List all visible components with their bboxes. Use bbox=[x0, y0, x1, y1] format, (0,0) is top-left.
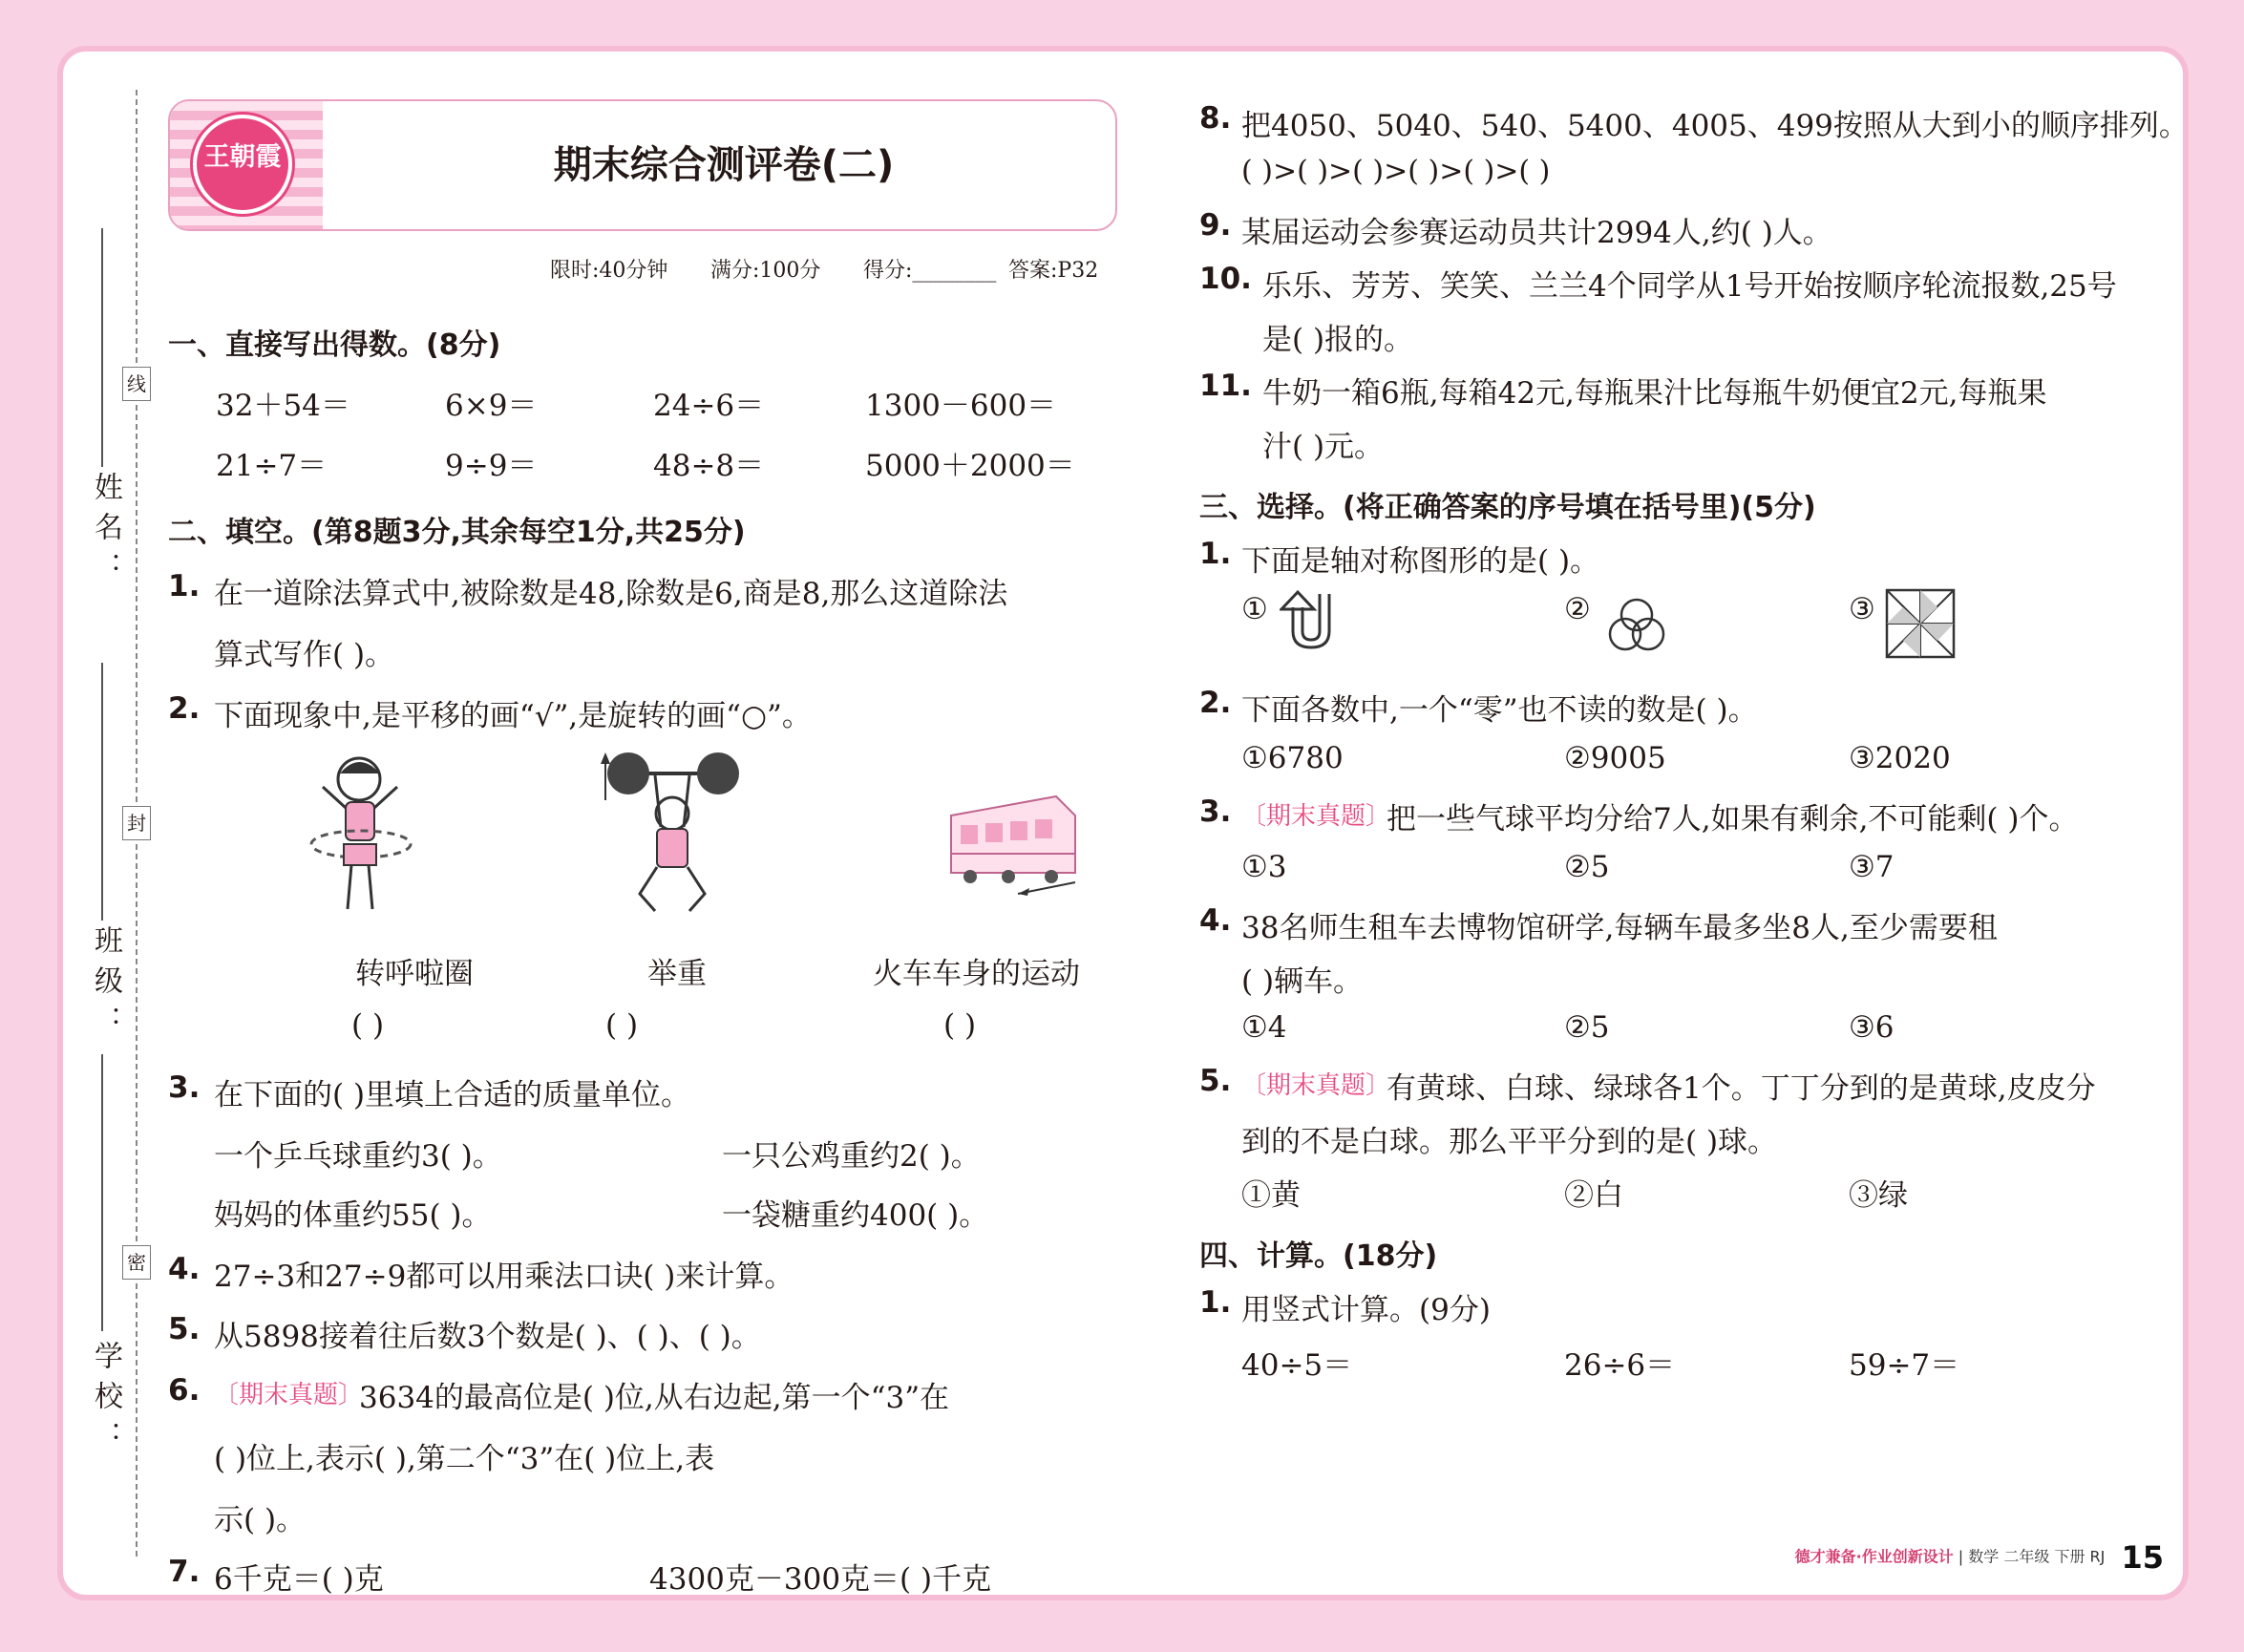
page-title: 期末综合测评卷(二) bbox=[553, 143, 895, 187]
question-number: 10. bbox=[1199, 262, 1252, 296]
q8-text: 把4050、5040、540、5400、4005、499按照从大到小的顺序排列。 bbox=[1241, 109, 2189, 143]
q3-item: 一个乒乓球重约3( )。 bbox=[214, 1139, 502, 1174]
publisher-logo bbox=[193, 115, 292, 214]
exam-tag: 〔期末真题〕 bbox=[1241, 1071, 1391, 1100]
question-number: 4. bbox=[1199, 903, 1232, 938]
hula-hoop-girl-image bbox=[302, 749, 426, 925]
option-label: ②9005 bbox=[1564, 741, 1666, 775]
binding-mark-dense: 密 bbox=[122, 1245, 151, 1280]
s3-q4-text-cont: ( )辆车。 bbox=[1241, 964, 1364, 999]
q3-item: 一只公鸡重约2( )。 bbox=[722, 1139, 981, 1174]
answer-blank[interactable]: ( ) bbox=[605, 1008, 639, 1043]
answer-ref: 答案:P32 bbox=[1008, 259, 1099, 283]
time-limit: 限时:40分钟 bbox=[550, 259, 668, 283]
s4-q1-text: 用竖式计算。(9分) bbox=[1241, 1293, 1491, 1327]
calc-item: 9÷9＝ bbox=[445, 449, 538, 483]
q11-text: 牛奶一箱6瓶,每箱42元,每瓶果汁比每瓶牛奶便宜2元,每瓶果 bbox=[1262, 376, 2047, 411]
option-label: ②白 bbox=[1564, 1178, 1623, 1213]
question-number: 5. bbox=[168, 1312, 201, 1346]
option-label: ②5 bbox=[1564, 1010, 1610, 1045]
arrow-shape-icon bbox=[1280, 588, 1346, 655]
question-number: 3. bbox=[168, 1070, 201, 1105]
name-blank[interactable] bbox=[101, 228, 103, 467]
calc-item: 48÷8＝ bbox=[653, 449, 765, 483]
exam-tag: 〔期末真题〕 bbox=[214, 1381, 364, 1409]
answer-blank[interactable]: ( ) bbox=[351, 1008, 385, 1043]
exam-sheet bbox=[57, 46, 2189, 1600]
question-number: 11. bbox=[1199, 369, 1252, 403]
q6-text-cont: ( )位上,表示( ),第二个“3”在( )位上,表 bbox=[214, 1442, 715, 1476]
q7-item: 4300克－300克＝( )千克 bbox=[649, 1562, 992, 1597]
section1-heading: 一、直接写出得数。(8分) bbox=[168, 328, 501, 362]
q7-item: 6千克＝( )克 bbox=[214, 1562, 384, 1597]
calc-item: 21÷7＝ bbox=[216, 449, 328, 483]
train-image bbox=[942, 787, 1085, 901]
option-label: ③7 bbox=[1849, 850, 1895, 884]
s3-q5-text: 有黄球、白球、绿球各1个。丁丁分到的是黄球,皮皮分 bbox=[1387, 1071, 2096, 1106]
option-label: ② bbox=[1564, 592, 1591, 626]
pinwheel-shape-icon bbox=[1885, 588, 1956, 659]
weightlifter-image bbox=[598, 741, 741, 922]
calc-item: 6×9＝ bbox=[445, 389, 538, 423]
option-label: ① bbox=[1241, 592, 1268, 626]
trefoil-shape-icon bbox=[1600, 588, 1673, 661]
school-blank[interactable] bbox=[101, 1054, 103, 1331]
exam-tag: 〔期末真题〕 bbox=[1241, 802, 1391, 831]
answer-blank[interactable]: ( ) bbox=[943, 1008, 977, 1043]
question-number: 8. bbox=[1199, 101, 1232, 136]
q6-text: 3634的最高位是( )位,从右边起,第一个“3”在 bbox=[359, 1381, 950, 1415]
option-label: ③6 bbox=[1849, 1010, 1895, 1045]
calc-item: 5000＋2000＝ bbox=[865, 449, 1075, 483]
q2-item-label: 转呼啦圈 bbox=[355, 957, 474, 991]
calc-item: 59÷7＝ bbox=[1849, 1348, 1960, 1383]
option-label: ①黄 bbox=[1241, 1178, 1301, 1213]
binding-mark-seal: 封 bbox=[122, 806, 151, 840]
q2-text: 下面现象中,是平移的画“√”,是旋转的画“○”。 bbox=[214, 699, 812, 733]
calc-item: 40÷5＝ bbox=[1241, 1348, 1353, 1383]
class-blank[interactable] bbox=[101, 663, 103, 921]
q11-text-cont: 汁( )元。 bbox=[1262, 430, 1385, 464]
s3-q4-text: 38名师生租车去博物馆研学,每辆车最多坐8人,至少需要租 bbox=[1241, 911, 1998, 945]
q4-text: 27÷3和27÷9都可以用乘法口诀( )来计算。 bbox=[214, 1260, 794, 1294]
question-number: 2. bbox=[1199, 686, 1232, 720]
calc-item: 1300－600＝ bbox=[865, 389, 1057, 423]
q3-text: 在下面的( )里填上合适的质量单位。 bbox=[214, 1078, 691, 1112]
section3-heading: 三、选择。(将正确答案的序号填在括号里)(5分) bbox=[1199, 491, 1816, 524]
q3-item: 妈妈的体重约55( )。 bbox=[214, 1198, 492, 1233]
section4-heading: 四、计算。(18分) bbox=[1199, 1239, 1438, 1273]
class-label: 班级： bbox=[89, 925, 122, 1046]
section2-heading: 二、填空。(第8题3分,其余每空1分,共25分) bbox=[168, 516, 746, 549]
q8-blanks[interactable]: ( )>( )>( )>( )>( )>( ) bbox=[1241, 155, 1551, 188]
q10-text: 乐乐、芳芳、笑笑、兰兰4个同学从1号开始按顺序轮流报数,25号 bbox=[1262, 269, 2117, 304]
s3-q3-text: 把一些气球平均分给7人,如果有剩余,不可能剩( )个。 bbox=[1387, 802, 2079, 837]
option-label: ①4 bbox=[1241, 1010, 1287, 1045]
binding-mark-line: 线 bbox=[122, 367, 151, 401]
question-number: 1. bbox=[1199, 537, 1232, 571]
q5-text: 从5898接着往后数3个数是( )、( )、( )。 bbox=[214, 1320, 761, 1354]
q2-item-label: 火车车身的运动 bbox=[873, 957, 1080, 991]
question-number: 1. bbox=[1199, 1285, 1232, 1320]
title-box bbox=[168, 99, 1117, 231]
page-number: 15 bbox=[2121, 1539, 2164, 1576]
calc-item: 26÷6＝ bbox=[1564, 1348, 1676, 1383]
calc-item: 32＋54＝ bbox=[216, 389, 350, 423]
exam-meta bbox=[168, 254, 1113, 283]
name-label: 姓名： bbox=[89, 472, 122, 592]
q9-text: 某届运动会参赛运动员共计2994人,约( )人。 bbox=[1241, 216, 1832, 250]
q1-text-cont: 算式写作( )。 bbox=[214, 638, 395, 672]
q3-item: 一袋糖重约400( )。 bbox=[722, 1198, 989, 1233]
binding-margin bbox=[63, 52, 182, 1595]
question-number: 6. bbox=[168, 1373, 201, 1408]
question-number: 5. bbox=[1199, 1064, 1232, 1098]
page-footer bbox=[1795, 1539, 2164, 1576]
option-label: ①6780 bbox=[1241, 741, 1344, 775]
question-number: 3. bbox=[1199, 794, 1232, 829]
s3-q1-text: 下面是轴对称图形的是( )。 bbox=[1241, 544, 1600, 579]
option-label: ③2020 bbox=[1849, 741, 1951, 775]
option-label: ③绿 bbox=[1849, 1178, 1908, 1213]
score-field[interactable]: 得分:________ bbox=[863, 259, 997, 283]
option-label: ②5 bbox=[1564, 850, 1610, 884]
option-label: ③ bbox=[1849, 592, 1875, 626]
full-score: 满分:100分 bbox=[710, 259, 821, 283]
option-label: ①3 bbox=[1241, 850, 1287, 884]
question-number: 1. bbox=[168, 569, 201, 604]
s3-q5-text-cont: 到的不是白球。那么平平分到的是( )球。 bbox=[1241, 1125, 1778, 1159]
q6-text-cont: 示( )。 bbox=[214, 1503, 307, 1537]
q2-item-label: 举重 bbox=[647, 957, 707, 991]
q10-text-cont: 是( )报的。 bbox=[1262, 323, 1414, 357]
question-number: 7. bbox=[168, 1555, 201, 1589]
q1-text: 在一道除法算式中,被除数是48,除数是6,商是8,那么这道除法 bbox=[214, 577, 1008, 611]
s3-q2-text: 下面各数中,一个“零”也不读的数是( )。 bbox=[1241, 693, 1758, 728]
question-number: 9. bbox=[1199, 208, 1232, 243]
question-number: 2. bbox=[168, 691, 201, 726]
question-number: 4. bbox=[168, 1252, 201, 1286]
school-label: 学校： bbox=[89, 1341, 122, 1461]
logo-text: 王朝霞 bbox=[203, 142, 282, 172]
calc-item: 24÷6＝ bbox=[653, 389, 765, 423]
footer-brand: 德才兼备·作业创新设计 bbox=[1794, 1547, 1954, 1566]
footer-subject: | 数学 二年级 下册 RJ bbox=[1958, 1547, 2106, 1566]
